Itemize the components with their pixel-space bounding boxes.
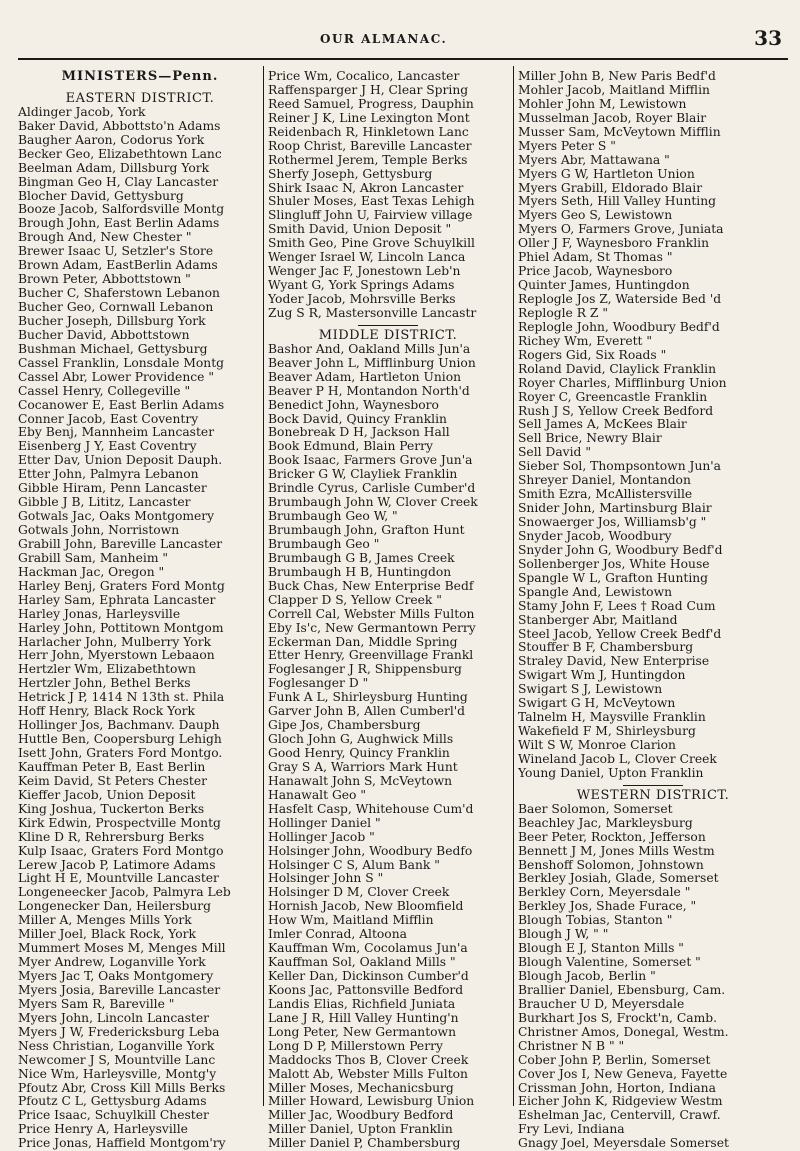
list-item: Holsinger C S, Alum Bank " — [268, 857, 440, 872]
list-item: Miller Joel, Black Rock, York — [18, 927, 196, 942]
list-item: Eby Is'c, New Germantown Perry — [268, 620, 476, 635]
list-item: Malott Ab, Webster Mills Fulton — [268, 1066, 468, 1081]
list-item: Sieber Sol, Thompsontown Jun'a — [518, 459, 722, 474]
list-item: Replogle John, Woodbury Bedf'd — [518, 319, 720, 334]
list-item: Christner N B " " — [518, 1038, 625, 1053]
list-item: Harley Benj, Graters Ford Montg — [18, 578, 225, 593]
list-item: Price Isaac, Schuylkill Chester — [18, 1108, 209, 1123]
list-item: Cassel Abr, Lower Providence " — [18, 369, 214, 384]
list-item: Gipe Jos, Chambersburg — [268, 718, 421, 733]
list-item: Stanberger Abr, Maitland — [518, 612, 678, 627]
list-item: Hornish Jacob, New Bloomfield — [268, 899, 464, 914]
list-item: Myers Grabill, Eldorado Blair — [518, 180, 703, 195]
list-item: Burkhart Jos S, Frockt'n, Camb. — [518, 1010, 718, 1025]
list-item: Clapper D S, Yellow Creek " — [268, 592, 442, 607]
list-item: Rothermel Jerem, Temple Berks — [268, 152, 468, 167]
list-item: Newcomer J S, Mountville Lanc — [18, 1052, 216, 1067]
list-item: Blocher David, Gettysburg — [18, 188, 184, 203]
list-item: Eisenberg J Y, East Coventry — [18, 439, 197, 454]
list-item: Steel Jacob, Yellow Creek Bedf'd — [518, 626, 722, 641]
entry-list — [518, 70, 788, 781]
list-item: Miller Jac, Woodbury Bedford — [268, 1108, 454, 1123]
list-item: Garver John B, Allen Cumberl'd — [268, 704, 466, 719]
list-item: Etter John, Palmyra Lebanon — [18, 467, 199, 482]
list-item: Eby Benj, Mannheim Lancaster — [18, 425, 215, 440]
list-item: Booze Jacob, Salfordsville Montg — [18, 202, 225, 217]
list-item: Berkley Josiah, Glade, Somerset — [518, 871, 719, 886]
list-item: Pfoutz C L, Gettysburg Adams — [18, 1094, 207, 1109]
list-item: Hanawalt Geo " — [268, 787, 367, 802]
list-item: Sherfy Joseph, Gettysburg — [268, 166, 433, 181]
list-item: Hoff Henry, Black Rock York — [18, 704, 195, 719]
list-item: Roop Christ, Bareville Lancaster — [268, 138, 472, 153]
list-item: Smith David, Union Deposit " — [268, 222, 452, 237]
column-2 — [268, 70, 508, 1151]
list-item: Holsinger John, Woodbury Bedfo — [268, 843, 473, 858]
list-item: Gnagy Joel, Meyersdale Somerset — [518, 1136, 729, 1151]
list-item: Price Wm, Cocalico, Lancaster — [268, 70, 460, 83]
list-item: Light H E, Mountville Lancaster — [18, 871, 219, 886]
list-item: Beaver Adam, Hartleton Union — [268, 369, 462, 384]
list-item: Beachley Jac, Markleysburg — [518, 815, 693, 830]
list-item: Hollinger Jacob " — [268, 829, 375, 844]
list-item: Bennett J M, Jones Mills Westm — [518, 843, 715, 858]
list-item: Rush J S, Yellow Creek Bedford — [518, 403, 714, 418]
list-item: Myers John, Lincoln Lancaster — [18, 1010, 210, 1025]
list-item: Bucher Joseph, Dillsburg York — [18, 313, 206, 328]
list-item: Cover Jos I, New Geneva, Fayette — [518, 1066, 728, 1081]
list-item: Snyder John G, Woodbury Bedf'd — [518, 542, 723, 557]
list-item: Becker Geo, Elizabethtown Lanc — [18, 146, 222, 161]
list-item: Crissman John, Horton, Indiana — [518, 1080, 716, 1095]
list-item: Myers Jac T, Oaks Montgomery — [18, 969, 214, 983]
list-item: Myers Geo S, Lewistown — [518, 208, 673, 223]
list-item: Beer Peter, Rockton, Jefferson — [518, 829, 706, 844]
list-item: Myers J W, Fredericksburg Leba — [18, 1024, 220, 1039]
list-item: Price Henry A, Harleysville — [18, 1122, 188, 1137]
list-item: Smith Geo, Pine Grove Schuylkill — [268, 236, 475, 251]
list-item: Lane J R, Hill Valley Hunting'n — [268, 1010, 459, 1025]
list-item: Harley Jonas, Harleysville — [18, 606, 181, 621]
list-item: Gray S A, Warriors Mark Hunt — [268, 759, 458, 774]
list-item: Benedict John, Waynesboro — [268, 397, 439, 412]
section-title-western: WESTERN DISTRICT. — [576, 787, 730, 803]
list-item: Aldinger Jacob, York — [18, 104, 146, 119]
list-item: Mohler Jacob, Maitland Mifflin — [518, 82, 710, 97]
list-item: Sell James A, McKees Blair — [518, 417, 687, 432]
list-item: Grabill Sam, Manheim " — [18, 550, 169, 565]
section-title-middle: MIDDLE DISTRICT. — [318, 327, 458, 343]
list-item: Harley John, Pottitown Montgom — [18, 620, 224, 635]
entry-list — [18, 106, 262, 1151]
list-item: Pfoutz Abr, Cross Kill Mills Berks — [18, 1080, 226, 1095]
list-item: Bonebreak D H, Jackson Hall — [268, 425, 450, 440]
list-item: Swigart Wm J, Huntingdon — [518, 668, 686, 683]
entry-list — [268, 70, 508, 321]
list-item: Slingluff John U, Fairview village — [268, 208, 473, 223]
list-item: Berkley Jos, Shade Furace, " — [518, 899, 697, 914]
list-item: Shuler Moses, East Texas Lehigh — [268, 194, 475, 209]
list-item: Lerew Jacob P, Latimore Adams — [18, 857, 216, 872]
list-item: King Joshua, Tuckerton Berks — [18, 801, 205, 816]
list-item: Hetrick J P, 1414 N 13th st. Phila — [18, 690, 225, 705]
section-divider — [623, 785, 683, 786]
list-item: Stamy John F, Lees † Road Cum — [518, 598, 716, 613]
list-item: Myers O, Farmers Grove, Juniata — [518, 222, 724, 237]
list-item: Blough Valentine, Somerset " — [518, 955, 701, 970]
list-item: Wakefield F M, Shirleysburg — [518, 724, 696, 739]
list-item: Beelman Adam, Dillsburg York — [18, 160, 210, 175]
list-item: Benshoff Solomon, Johnstown — [518, 857, 704, 872]
list-item: Kauffman Wm, Cocolamus Jun'a — [268, 941, 468, 956]
list-item: Bucher David, Abbottstown — [18, 327, 190, 342]
list-item: Myers Peter S " — [518, 138, 616, 153]
list-item: Good Henry, Quincy Franklin — [268, 746, 450, 760]
list-item: Cocanower E, East Berlin Adams — [18, 397, 225, 412]
list-item: Phiel Adam, St Thomas " — [518, 250, 673, 265]
section-title-eastern: EASTERN DISTRICT. — [65, 90, 215, 106]
list-item: Nice Wm, Harleysville, Montg'y — [18, 1066, 217, 1081]
list-item: Blough Tobias, Stanton " — [518, 913, 673, 928]
list-item: Foglesanger J R, Shippensburg — [268, 662, 462, 677]
list-item: Kulp Isaac, Graters Ford Montgo — [18, 843, 224, 858]
page-header — [0, 26, 800, 56]
list-item: Sell David " — [518, 445, 591, 460]
list-item: Hollinger Jos, Bachmanv. Dauph — [18, 718, 220, 733]
list-item: Brown Peter, Abbottstown " — [18, 272, 191, 287]
list-item: Stouffer B F, Chambersburg — [518, 640, 694, 655]
list-item: Baker David, Abbottsto'n Adams — [18, 118, 221, 133]
entry-list — [268, 343, 508, 1151]
list-item: Miller A, Menges Mills York — [18, 913, 192, 928]
list-item: Hanawalt John S, McVeytown — [268, 773, 453, 788]
list-item: Hertzler Wm, Elizabethtown — [18, 662, 196, 677]
list-item: Cassel Henry, Collegeville " — [18, 383, 191, 398]
list-item: Gotwals Jac, Oaks Montgomery — [18, 509, 215, 524]
list-item: Blough E J, Stanton Mills " — [518, 941, 684, 956]
list-item: Hackman Jac, Oregon " — [18, 564, 165, 579]
list-item: Shreyer Daniel, Montandon — [518, 473, 691, 488]
list-item: Myers G W, Hartleton Union — [518, 166, 695, 181]
list-item: Bucher Geo, Cornwall Lebanon — [18, 300, 214, 314]
list-item: Bock David, Quincy Franklin — [268, 411, 447, 426]
list-item: Brough John, East Berlin Adams — [18, 216, 220, 231]
list-item: Snider John, Martinsburg Blair — [518, 501, 712, 516]
list-item: Bingman Geo H, Clay Lancaster — [18, 174, 219, 189]
list-item: Book Edmund, Blain Perry — [268, 439, 434, 454]
list-item: Brallier Daniel, Ebensburg, Cam. — [518, 982, 726, 997]
list-item: Musser Sam, McVeytown Mifflin — [518, 124, 721, 139]
list-item: Myers Sam R, Bareville " — [18, 996, 175, 1011]
list-item: Cassel Franklin, Lonsdale Montg — [18, 355, 225, 370]
entry-list — [518, 803, 788, 1151]
list-item: Reidenbach R, Hinkletown Lanc — [268, 124, 469, 139]
list-item: Musselman Jacob, Royer Blair — [518, 110, 707, 125]
list-item: Straley David, New Enterprise — [518, 654, 710, 669]
list-item: Reed Samuel, Progress, Dauphin — [268, 96, 474, 111]
list-title: MINISTERS—Penn. — [61, 70, 219, 84]
list-item: Hertzler John, Bethel Berks — [18, 676, 191, 691]
column-divider-1 — [263, 66, 264, 1106]
list-item: Brumbaugh G B, James Creek — [268, 550, 455, 565]
list-item: Conner Jacob, East Coventry — [18, 411, 199, 426]
list-item: Myers Abr, Mattawana " — [518, 152, 670, 167]
page-number: 33 — [754, 26, 782, 50]
list-item: Braucher U D, Meyersdale — [518, 996, 685, 1011]
section-divider — [358, 325, 418, 326]
list-item: Gotwals John, Norristown — [18, 523, 180, 537]
list-item: Gloch John G, Aughwick Mills — [268, 732, 454, 747]
list-item: Kauffman Peter B, East Berlin — [18, 759, 206, 774]
list-item: Spangle W L, Grafton Hunting — [518, 570, 709, 585]
list-item: Long D P, Millerstown Perry — [268, 1038, 443, 1053]
list-item: Young Daniel, Upton Franklin — [518, 765, 704, 780]
list-item: Replogle R Z " — [518, 305, 609, 320]
list-item: Kieffer Jacob, Union Deposit — [18, 787, 196, 802]
list-item: Wyant G, York Springs Adams — [268, 278, 455, 293]
list-item: Blough Jacob, Berlin " — [518, 969, 656, 983]
list-item: Gibble J B, Lititz, Lancaster — [18, 495, 191, 510]
list-item: Huttle Ben, Coopersburg Lehigh — [18, 732, 222, 747]
list-item: Herr John, Myerstown Lebaaon — [18, 648, 215, 663]
list-item: Isett John, Graters Ford Montgo. — [18, 746, 223, 760]
list-item: Beaver P H, Montandon North'd — [268, 383, 470, 398]
list-item: Brumbaugh H B, Huntingdon — [268, 564, 452, 579]
list-item: Cober John P, Berlin, Somerset — [518, 1052, 711, 1067]
running-title: OUR ALMANAC. — [320, 32, 448, 46]
list-item: Snowaerger Jos, Williamsb'g " — [518, 515, 707, 529]
list-item: Royer C, Greencastle Franklin — [518, 389, 708, 404]
list-item: Swigart G H, McVeytown — [518, 696, 676, 711]
list-item: Wenger Israel W, Lincoln Lanca — [268, 250, 466, 265]
list-item: Raffensparger J H, Clear Spring — [268, 82, 469, 97]
list-item: Brown Adam, EastBerlin Adams — [18, 258, 218, 273]
list-item: Funk A L, Shirleysburg Hunting — [268, 690, 468, 705]
list-item: Bashor And, Oakland Mills Jun'a — [268, 341, 471, 356]
list-item: Brindle Cyrus, Carlisle Cumber'd — [268, 481, 476, 496]
list-item: Talnelm H, Maysville Franklin — [518, 710, 706, 725]
list-item: Wineland Jacob L, Clover Creek — [518, 751, 717, 766]
list-item: Myers Josia, Bareville Lancaster — [18, 982, 221, 997]
list-item: Hollinger Daniel " — [268, 815, 381, 830]
list-item: Zug S R, Mastersonville Lancastr — [268, 305, 477, 320]
list-item: Spangle And, Lewistown — [518, 584, 673, 599]
list-item: Miller Moses, Mechanicsburg — [268, 1080, 454, 1095]
list-item: Wenger Jac F, Jonestown Leb'n — [268, 264, 461, 279]
list-item: Snyder Jacob, Woodbury — [518, 528, 672, 543]
list-item: Baer Solomon, Somerset — [518, 801, 673, 816]
list-item: Smith Ezra, McAllistersville — [518, 487, 693, 502]
list-item: Mummert Moses M, Menges Mill — [18, 941, 226, 956]
list-item: Shirk Isaac N, Akron Lancaster — [268, 180, 464, 195]
list-item: Richey Wm, Everett " — [518, 333, 653, 348]
list-item: Keller Dan, Dickinson Cumber'd — [268, 969, 469, 983]
list-item: Price Jacob, Waynesboro — [518, 264, 673, 279]
list-item: Roland David, Claylick Franklin — [518, 361, 717, 376]
list-item: Eshelman Jac, Centervill, Crawf. — [518, 1108, 721, 1123]
list-item: Blough J W, " " — [518, 927, 609, 942]
list-item: Harlacher John, Mulberry York — [18, 634, 212, 649]
list-item: Grabill John, Bareville Lancaster — [18, 536, 223, 551]
list-item: Gibble Hiram, Penn Lancaster — [18, 481, 207, 496]
list-item: Koons Jac, Pattonsville Bedford — [268, 982, 464, 997]
list-item: Eckerman Dan, Middle Spring — [268, 634, 458, 649]
list-item: Rogers Gid, Six Roads " — [518, 347, 667, 362]
list-item: Myers Seth, Hill Valley Hunting — [518, 194, 717, 209]
list-item: Replogle Jos Z, Waterside Bed 'd — [518, 292, 722, 306]
list-item: Yoder Jacob, Mohrsville Berks — [268, 292, 456, 306]
list-item: Miller Daniel P, Chambersburg — [268, 1136, 461, 1151]
list-item: Longenecker Dan, Heilersburg — [18, 899, 212, 914]
list-item: Correll Cal, Webster Mills Fulton — [268, 606, 475, 621]
list-item: Holsinger John S " — [268, 871, 384, 886]
column-divider-2 — [513, 66, 514, 1106]
list-item: Oller J F, Waynesboro Franklin — [518, 236, 710, 251]
list-item: Sell Brice, Newry Blair — [518, 431, 662, 446]
list-item: Bucher C, Shaferstown Lebanon — [18, 286, 220, 301]
list-item: Brumbaugh John, Grafton Hunt — [268, 523, 465, 537]
list-item: Miller Daniel, Upton Franklin — [268, 1122, 453, 1137]
list-item: Royer Charles, Mifflinburg Union — [518, 375, 727, 390]
header-rule — [18, 58, 788, 60]
column-3 — [518, 70, 788, 1151]
list-item: Christner Amos, Donegal, Westm. — [518, 1024, 729, 1039]
list-item: Reiner J K, Line Lexington Mont — [268, 110, 470, 125]
list-item: Price Jonas, Haffield Montgom'ry — [18, 1136, 226, 1151]
list-item: Beaver John L, Mifflinburg Union — [268, 355, 476, 370]
list-item: Baugher Aaron, Codorus York — [18, 132, 205, 147]
list-item: Imler Conrad, Altoona — [268, 927, 407, 942]
list-item: Longeneecker Jacob, Palmyra Leb — [18, 885, 231, 900]
list-item: Berkley Corn, Meyersdale " — [518, 885, 691, 900]
list-item: Brumbaugh John W, Clover Creek — [268, 495, 478, 510]
list-item: Wilt S W, Monroe Clarion — [518, 738, 676, 752]
list-item: Mohler John M, Lewistown — [518, 96, 687, 111]
list-item: Brewer Isaac U, Setzler's Store — [18, 244, 214, 259]
list-item: Miller John B, New Paris Bedf'd — [518, 70, 716, 83]
list-item: Brough And, New Chester " — [18, 230, 192, 245]
list-item: Quinter James, Huntingdon — [518, 278, 690, 293]
list-item: Landis Elias, Richfield Juniata — [268, 996, 456, 1011]
list-item: Ness Christian, Loganville York — [18, 1038, 215, 1053]
list-item: Etter Dav, Union Deposit Dauph. — [18, 453, 223, 468]
list-item: Brumbaugh Geo " — [268, 536, 380, 551]
list-item: Sollenberger Jos, White House — [518, 556, 710, 571]
list-item: Kirk Edwin, Prospectville Montg — [18, 815, 221, 830]
list-item: Swigart S J, Lewistown — [518, 682, 663, 697]
list-item: Keim David, St Peters Chester — [18, 773, 207, 788]
column-1 — [18, 70, 262, 1151]
list-item: Myer Andrew, Loganville York — [18, 955, 206, 970]
list-item: Maddocks Thos B, Clover Creek — [268, 1052, 469, 1067]
list-item: Etter Henry, Greenvillage Frankl — [268, 648, 474, 663]
list-item: Brumbaugh Geo W, " — [268, 509, 398, 524]
list-item: Harley Sam, Ephrata Lancaster — [18, 592, 216, 607]
list-item: Kline D R, Rehrersburg Berks — [18, 829, 205, 844]
list-item: Bushman Michael, Gettysburg — [18, 341, 208, 356]
list-item: Long Peter, New Germantown — [268, 1024, 456, 1039]
list-item: Book Isaac, Farmers Grove Jun'a — [268, 453, 473, 468]
list-item: Holsinger D M, Clover Creek — [268, 885, 450, 900]
list-item: Fry Levi, Indiana — [518, 1122, 625, 1137]
list-item: How Wm, Maitland Mifflin — [268, 913, 434, 928]
list-item: Eicher John K, Ridgeview Westm — [518, 1094, 723, 1109]
list-item: Hasfelt Casp, Whitehouse Cum'd — [268, 801, 474, 816]
list-item: Buck Chas, New Enterprise Bedf — [268, 578, 474, 593]
list-item: Kauffman Sol, Oakland Mills " — [268, 955, 456, 970]
list-item: Bricker G W, Clayliek Franklin — [268, 467, 458, 482]
list-item: Foglesanger D " — [268, 676, 369, 691]
list-item: Miller Howard, Lewisburg Union — [268, 1094, 475, 1109]
